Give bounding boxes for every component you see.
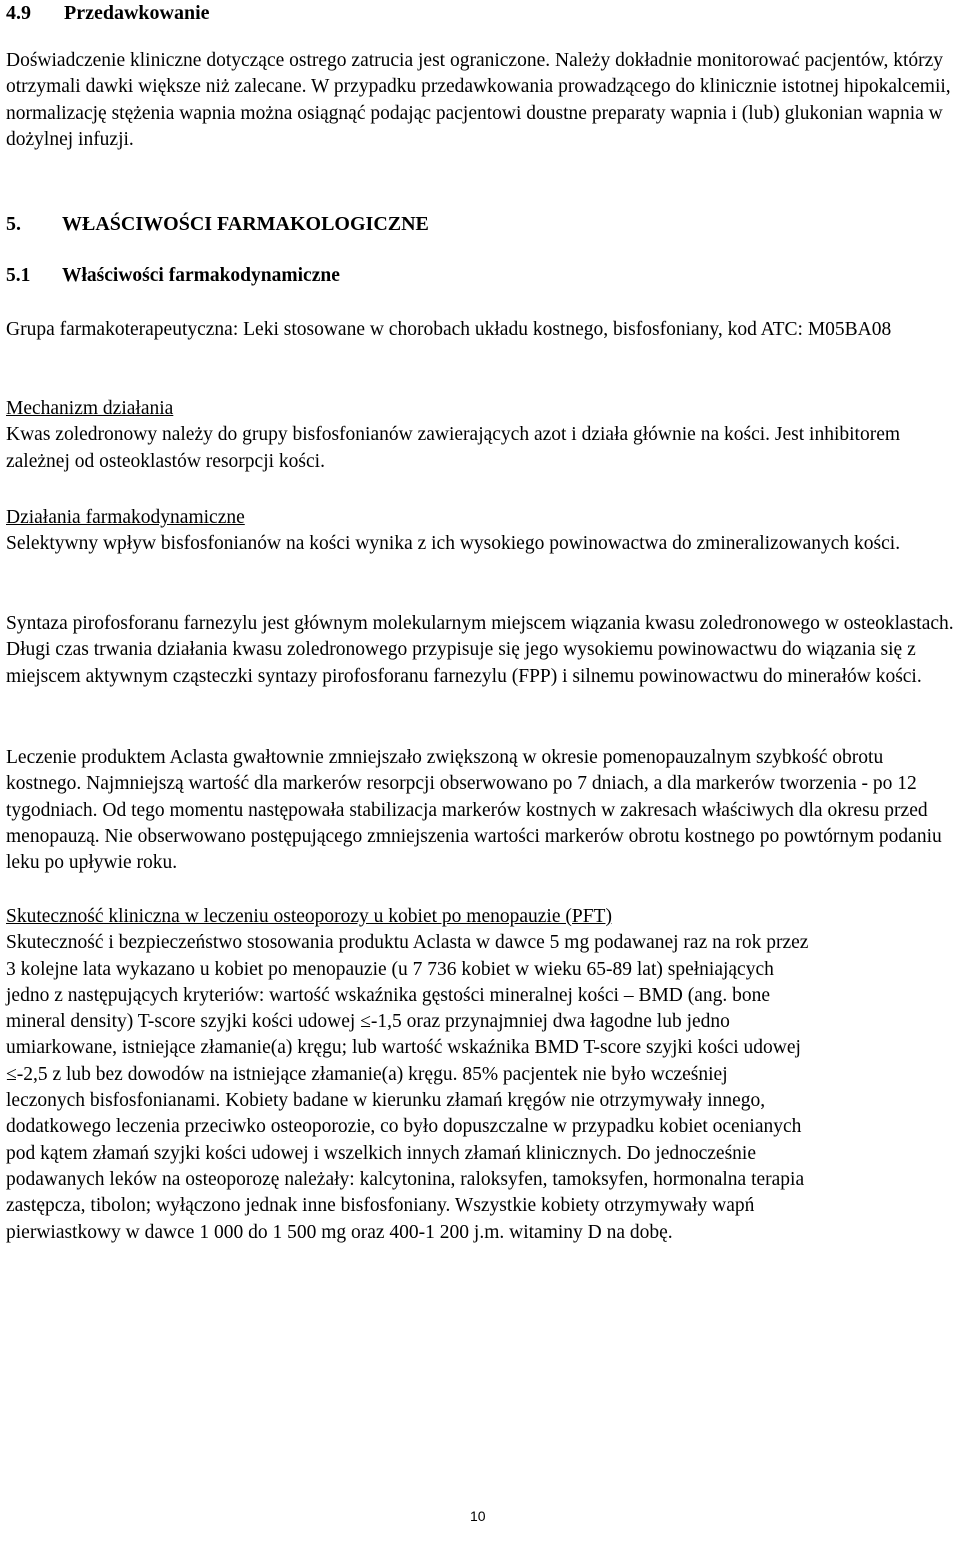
efficacy-line: 3 kolejne lata wykazano u kobiet po menopauzie (u 7 736 kobiet w wieku 65-89 lat) spełniających bbox=[6, 958, 774, 980]
efficacy-line: pod kątem złamań szyjki kości udowej i wszelkich innych złamań klinicznych. Do jednocześnie bbox=[6, 1142, 756, 1164]
treatment-paragraph: Leczenie produktem Aclasta gwałtownie zmniejszało zwiększoną w okresie pomenopauzalnym szybkość obrotu kostnego. Najmniejszą wartość dla markerów resorpcji obserwowano po 7 dniach, a dla markerów tworzenia - po 12 tygodniach. Od tego momentu następowała stabilizacja markerów kostnych w zakresach właściwych dla okresu przed menopauzą. Nie obserwowano postępującego zmniejszenia wartości markerów obrotu kostnego po powtórnym podaniu leku po upływie roku. bbox=[6, 747, 942, 874]
efficacy-line: zastępcza, tibolon; wyłączono jednak inne bisfosfoniany. Wszystkie kobiety otrzymywały wapń bbox=[6, 1195, 755, 1217]
section-title: Przedawkowanie bbox=[64, 2, 210, 24]
section-number: 5. bbox=[6, 213, 21, 235]
pharmacodynamic-effects-text: Selektywny wpływ bisfosfonianów na kości wynika z ich wysokiego powinowactwa do zmineralizowanych kości. bbox=[6, 533, 901, 555]
pharmacodynamic-effects-block bbox=[6, 505, 958, 558]
efficacy-line: mineral density) T-score szyjki kości udowej ≤-1,5 oraz przynajmniej dwa łagodne lub jedno bbox=[6, 1011, 730, 1033]
efficacy-heading: Skuteczność kliniczna w leczeniu osteoporozy u kobiet po menopauzie (PFT) bbox=[6, 906, 612, 927]
efficacy-line: dodatkowego leczenia przeciwko osteoporozie, co było dopuszczalne w przypadku kobiet ocenianych bbox=[6, 1116, 802, 1138]
page-number: 10 bbox=[470, 1508, 486, 1524]
section-title: Właściwości farmakodynamiczne bbox=[62, 265, 340, 286]
section-4-9-heading bbox=[6, 0, 210, 26]
overdose-paragraph: Doświadczenie kliniczne dotyczące ostrego zatrucia jest ograniczone. Należy dokładnie monitorować pacjentów, którzy otrzymali dawki większe niż zalecane. W przypadku przedawkowania prowadzącego do klinicznie istotnej hipokalcemii, normalizację stężenia wapnia można osiągnąć podając pacjentowi doustne preparaty wapnia i (lub) glukonian wapnia w dożylnej infuzji. bbox=[6, 50, 951, 150]
section-number: 5.1 bbox=[6, 265, 31, 286]
section-number: 4.9 bbox=[6, 2, 31, 24]
pharmacotherapeutic-group-paragraph: Grupa farmakoterapeutyczna: Leki stosowane w chorobach układu kostnego, bisfosfoniany, kod ATC: M05BA08 bbox=[6, 319, 892, 340]
efficacy-line: ≤-2,5 z lub bez dowodów na istniejące złamanie(a) kręgu. 85% pacjentek nie było wcześniej bbox=[6, 1063, 728, 1085]
efficacy-line: leczonych bisfosfonianami. Kobiety badane w kierunku złamań kręgów nie otrzymywały innego, bbox=[6, 1090, 766, 1112]
mechanism-text: Kwas zoledronowy należy do grupy bisfosfonianów zawierających azot i działa głównie na kości. Jest inhibitorem zależnej od osteoklastów resorpcji kości. bbox=[6, 424, 901, 472]
efficacy-block bbox=[6, 904, 958, 1246]
section-title: WŁAŚCIWOŚCI FARMAKOLOGICZNE bbox=[62, 213, 429, 235]
farnesyl-paragraph: Syntaza pirofosforanu farnezylu jest głównym molekularnym miejscem wiązania kwasu zoledronowego w osteoklastach. Długi czas trwania działania kwasu zoledronowego przypisuje się jego wysokiemu powinowactwu do wiązania się z miejscem aktywnym cząsteczki syntazy pirofosforanu farnezylu (FPP) i silnemu powinowactwu do minerałów kości. bbox=[6, 613, 954, 687]
pharmacodynamic-effects-heading: Działania farmakodynamiczne bbox=[6, 507, 245, 528]
mechanism-block bbox=[6, 396, 958, 475]
efficacy-line: Skuteczność i bezpieczeństwo stosowania produktu Aclasta w dawce 5 mg podawanej raz na rok przez bbox=[6, 932, 809, 954]
efficacy-line: umiarkowane, istniejące złamanie(a) kręgu; lub wartość wskaźnika BMD T-score szyjki kości udowej bbox=[6, 1037, 801, 1059]
efficacy-line: jedno z następujących kryteriów: wartość wskaźnika gęstości mineralnej kości – BMD (ang. bone bbox=[6, 984, 771, 1006]
mechanism-heading: Mechanizm działania bbox=[6, 398, 174, 419]
section-5-heading bbox=[6, 211, 429, 237]
section-5-1-heading bbox=[6, 263, 340, 289]
efficacy-line: podawanych leków na osteoporozę należały: kalcytonina, raloksyfen, tamoksyfen, hormonalna terapia bbox=[6, 1168, 805, 1190]
efficacy-line: pierwiastkowy w dawce 1 000 do 1 500 mg oraz 400-1 200 j.m. witaminy D na dobę. bbox=[6, 1221, 673, 1243]
